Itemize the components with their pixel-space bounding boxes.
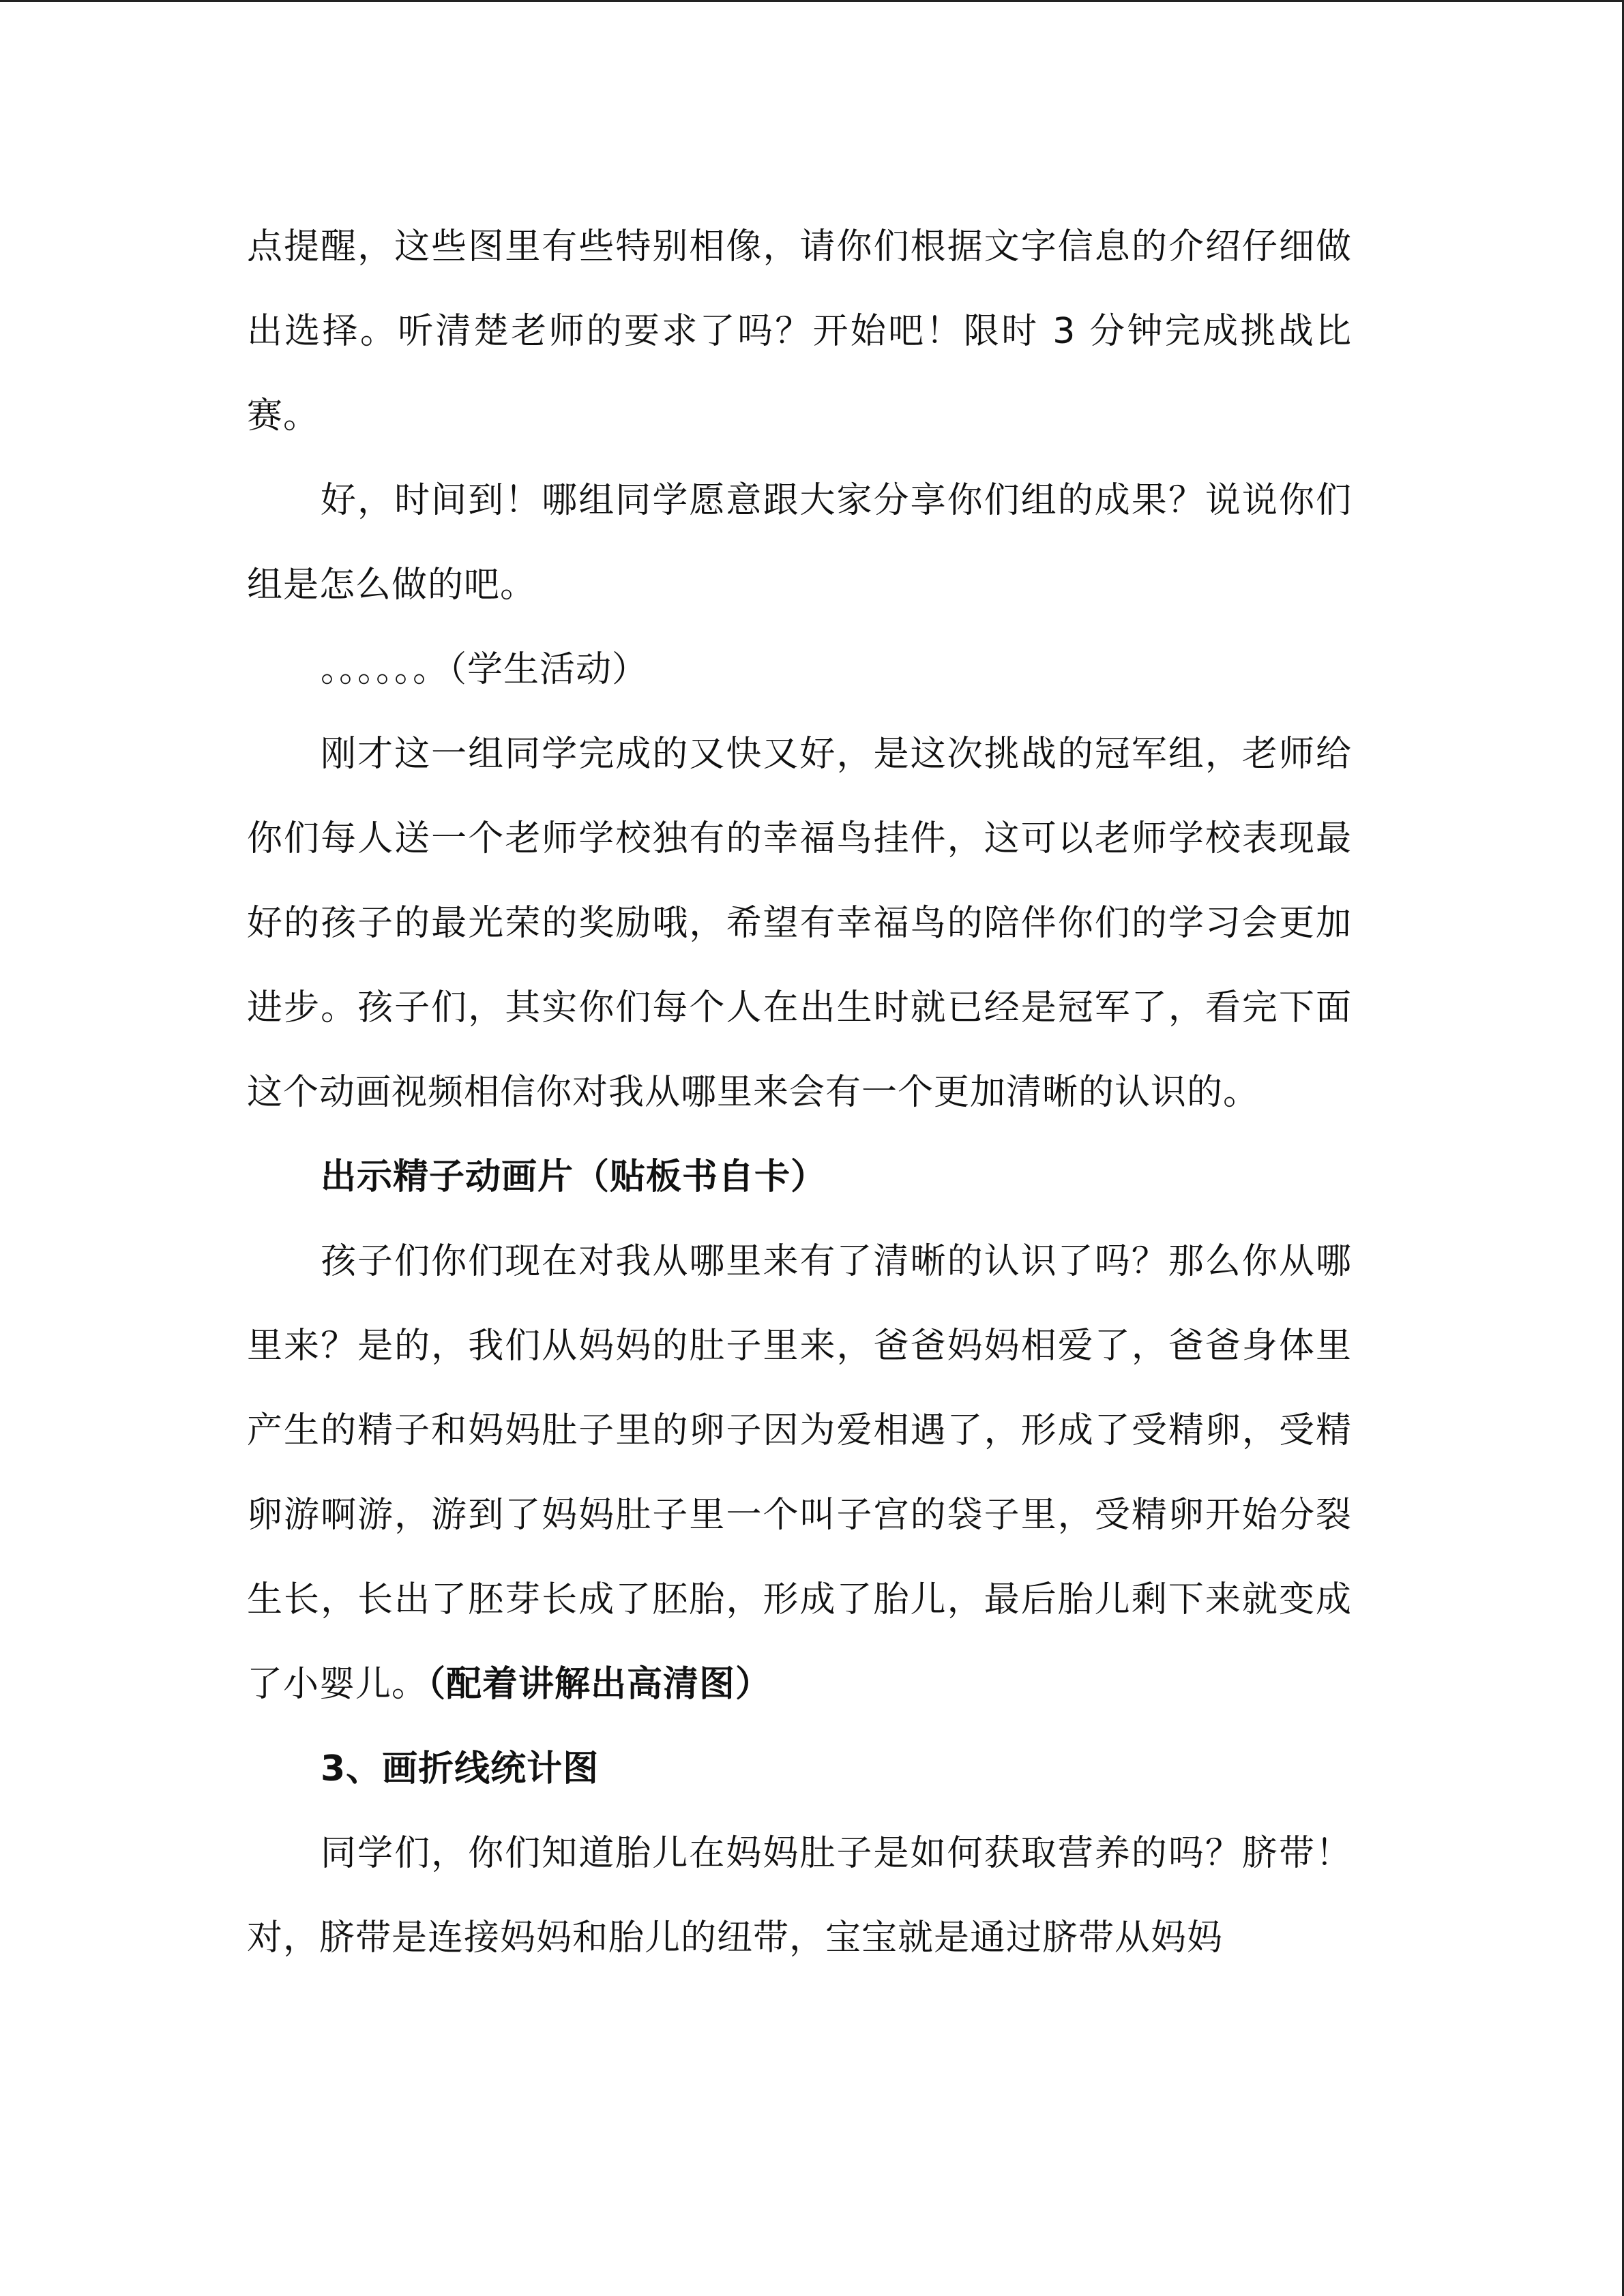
section-heading-line-chart: 3、画折线统计图 [321,1748,600,1789]
paragraph-5 [247,1219,1352,1727]
section-heading-animation: 出示精子动画片（贴板书自卡） [321,1157,827,1197]
paragraph-1: 点提醒，这些图里有些特别相像，请你们根据文字信息的介绍仔细做出选择。听清楚老师的要求了吗？开始吧！限时 3 分钟完成挑战比赛。 [247,226,1352,436]
paragraph-4: 刚才这一组同学完成的又快又好，是这次挑战的冠军组，老师给你们每人送一个老师学校独有的幸福鸟挂件，这可以老师学校表现最好的孩子的最光荣的奖励哦，希望有幸福鸟的陪伴你们的学习会更加进步。孩子们，其实你们每个人在出生时就已经是冠军了，看完下面这个动画视频相信你对我从哪里来会有一个更加清晰的认识的。 [247,734,1352,1113]
paragraph-2: 好，时间到！哪组同学愿意跟大家分享你们组的成果？说说你们组是怎么做的吧。 [247,480,1352,606]
paragraph-5-bold-note: （配着讲解出高清图） [428,1664,772,1705]
paragraph-6: 同学们，你们知道胎儿在妈妈肚子是如何获取营养的吗？脐带！对，脐带是连接妈妈和胎儿的纽带，宝宝就是通过脐带从妈妈 [247,1833,1352,1958]
document-body [247,205,1352,1980]
paragraph-3: 。。。。。。（学生活动） [321,649,649,690]
paragraph-5-text: 孩子们你们现在对我从哪里来有了清晰的认识了吗？那么你从哪里来？是的，我们从妈妈的肚子里来，爸爸妈妈相爱了，爸爸身体里产生的精子和妈妈肚子里的卵子因为爱相遇了，形成了受精卵，受精卵游啊游，游到了妈妈肚子里一个叫子宫的袋子里，受精卵开始分裂生长，长出了胚芽长成了胚胎，形成了胎儿，最后胎儿剩下来就变成了小婴儿。 [247,1241,1352,1705]
